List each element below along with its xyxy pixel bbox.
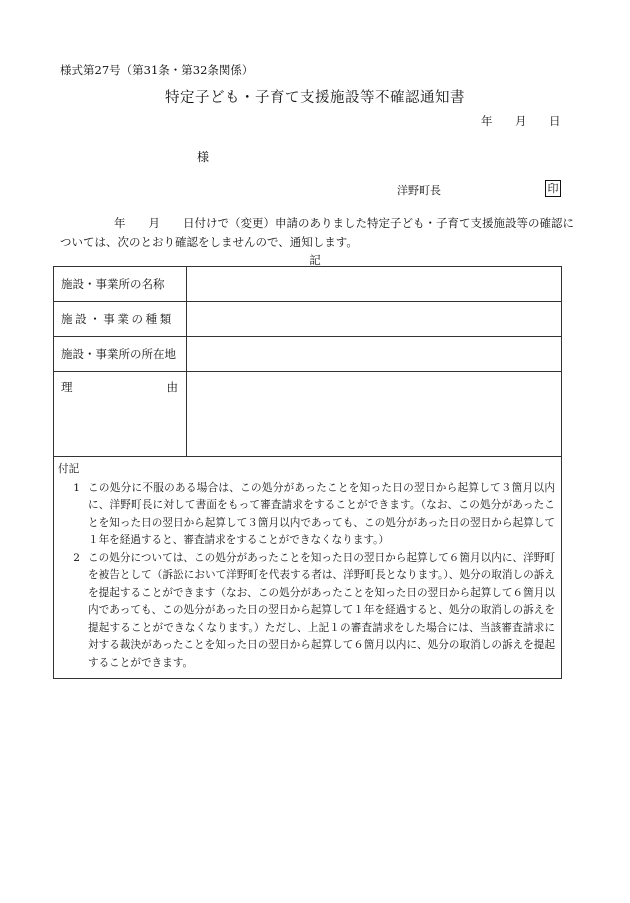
- facility-address-label: 施設・事業所の所在地: [54, 337, 187, 372]
- note-number: 2: [73, 551, 80, 564]
- note-text: この処分に不服のある場合は、この処分があったことを知った日の翌日から起算して３箇月以内に、洋野町長に対して書面をもって審査請求をすることができます。（なお、この処分があったことを知った日の翌日から起算して３箇月以内であっても、この処分があった日の翌日から起算して１年を経過すると、審査請求をすることができなくなります。）: [88, 481, 555, 546]
- form-number: 様式第27号（第31条・第32条関係）: [60, 63, 254, 77]
- notice-body: [60, 214, 580, 252]
- reason-value: [187, 372, 562, 457]
- ki-heading: 記: [309, 253, 321, 267]
- reason-label-right: 由: [166, 380, 178, 394]
- date-day: 日: [549, 114, 561, 128]
- table-row: [54, 457, 562, 679]
- details-table: [53, 266, 562, 679]
- facility-name-label: 施設・事業所の名称: [54, 267, 187, 302]
- date-year: 年: [481, 114, 493, 128]
- table-row: [54, 337, 562, 372]
- facility-address-value: [187, 337, 562, 372]
- date-month: 月: [515, 114, 527, 128]
- addressee-suffix: 様: [197, 150, 210, 164]
- seal-mark: 印: [545, 180, 561, 197]
- facility-type-label-text: 施設・事業の種類: [61, 312, 174, 326]
- facility-type-label: [54, 302, 187, 337]
- table-row: [54, 267, 562, 302]
- facility-type-value: [187, 302, 562, 337]
- notes-heading: 付記: [58, 463, 80, 475]
- notice-body-line-2: ついては、次のとおり確認をしませんので、通知します。: [60, 235, 358, 249]
- facility-name-value: [187, 267, 562, 302]
- note-text: この処分については、この処分があったことを知った日の翌日から起算して６箇月以内に、洋野町を被告として（訴訟において洋野町を代表する者は、洋野町長となります。）、処分の取消しの訴えを提起することができます（なお、この処分があったことを知った日の翌日から起算して６箇月以内であっても、この処分があった日の翌日から起算して１年を経過すると、処分の取消しの訴えを提起することができなくなります。）ただし、上記１の審査請求をした場合には、当該審査請求に対する裁決があったことを知った日の翌日から起算して６箇月以内に、処分の取消しの訴えを提起することができます。: [88, 551, 555, 669]
- notes-cell: [54, 457, 562, 679]
- notice-body-line-1: 年 月 日付けで（変更）申請のありました特定子ども・子育て支援施設等の確認に: [114, 216, 574, 230]
- table-row: [54, 372, 562, 457]
- document-title: 特定子ども・子育て支援施設等不確認通知書: [165, 90, 465, 106]
- note-item: [58, 480, 555, 550]
- reason-label-left: 理: [61, 380, 73, 394]
- issuer-name: 洋野町長: [397, 184, 441, 197]
- note-item: [58, 550, 555, 673]
- note-number: 1: [73, 481, 80, 494]
- reason-label: [54, 372, 187, 457]
- table-row: [54, 302, 562, 337]
